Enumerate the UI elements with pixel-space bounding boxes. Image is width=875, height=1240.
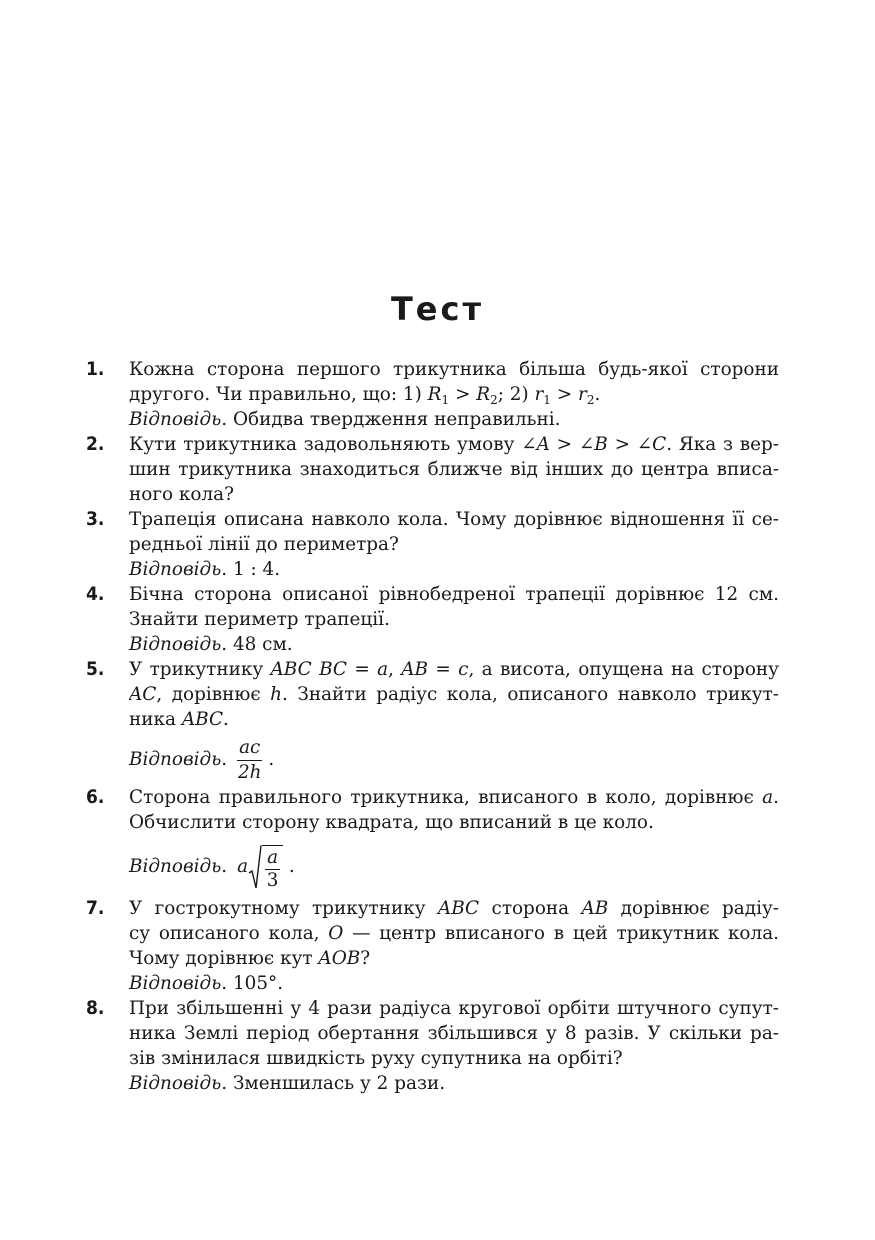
answer-label: Відповідь [129,559,222,580]
question-number: 1. [86,358,105,380]
answer-line: Відповідь . a $\frac{a}{3}$ . [129,838,779,896]
question-number: 3. [86,508,105,530]
question-number: 8. [86,997,105,1019]
page-title: Тест [390,290,485,328]
radical-sign [248,844,262,890]
sqrt-coefficient: a [237,856,249,877]
answer-label: Відповідь [129,749,222,770]
question-text-line: При збільшенні у 4 рази радіуса кругової орбіти штучного супут- [129,998,779,1019]
answer-text: 1 : 4. [227,559,281,580]
question-text-line [129,382,779,407]
question-text-line: ника Землі період обертання збільшився у 8 разів. У скільки ра- [129,1023,779,1044]
question-item [86,507,779,582]
answer-label: Відповідь [129,1073,222,1094]
question-text-line: У трикутнику ABC BC = a, AB = c, а висота, опущена на сторону [129,659,779,680]
answer-text: 105°. [227,973,284,994]
question-text-line: Кути трикутника задовольняють умову ∠A > ∠B > ∠C. Яка з вер- [129,434,779,455]
question-number: 5. [86,658,105,680]
answer-line: Відповідь. 48 см. [129,634,293,655]
question-text-line: ника ABC. [129,709,229,730]
question-item [86,896,779,996]
answer-label: Відповідь [129,409,222,430]
question-text-line: Чому дорівнює кут AOB? [129,948,371,969]
question-number: 4. [86,583,105,605]
answer-text: 48 см. [227,634,293,655]
fraction-denominator: 2h [237,761,262,783]
fraction-numerator: a [267,847,279,868]
question-text-line: ного кола? [129,484,234,505]
answer-line: Відповідь. Зменшилась у 2 рази. [129,1073,446,1094]
answer-text: Обидва твердження неправильні. [227,409,561,430]
answer-line: Відповідь . $\frac{ac}{2h}$ . [129,735,779,785]
question-item [86,432,779,507]
question-text-line: Обчислити сторону квадрата, що вписаний в це коло. [129,812,654,833]
answer-line: Відповідь. 105°. [129,973,284,994]
answer-line: Відповідь. Обидва твердження неправильні. [129,409,561,430]
question-text-line: Кожна сторона першого трикутника більша будь-якої сторони [129,359,779,380]
question-item [86,357,779,432]
answer-label: Відповідь [129,973,222,994]
answer-text: Зменшилась у 2 рази. [227,1073,446,1094]
question-text-line: У гострокутному трикутнику ABC сторона AB дорівнює радіу- [129,898,779,919]
question-text-line: другого. Чи правильно, що: 1) $R_1 > R_2$; 2) $r_1 > r_2$. [129,384,601,407]
fraction-denominator: 3 [266,870,279,891]
question-text-line: Бічна сторона описаної рівнобедреної трапеції дорівнює 12 см. [129,584,779,605]
question-item [86,582,779,657]
question-text-line: Трапеція описана навколо кола. Чому дорівнює відношення її се- [129,509,779,530]
question-item [86,996,779,1096]
answer-fraction [237,737,262,784]
question-text-line: Сторона правильного трикутника, вписаного в коло, дорівнює a. [129,787,779,808]
answer-label: Відповідь [129,856,222,877]
answer-label: Відповідь [129,634,222,655]
question-item [86,657,779,785]
question-list [86,357,779,1096]
question-number: 7. [86,897,105,919]
question-text-line: Знайти периметр трапеції. [129,609,390,630]
question-item [86,785,779,896]
question-text-line: су описаного кола, O — центр вписаного в цей трикутник кола. [129,923,779,944]
question-text-line: редньої лінії до периметра? [129,534,399,555]
answer-line: Відповідь. 1 : 4. [129,559,281,580]
question-number: 2. [86,433,105,455]
sqrt-radicand [262,845,283,891]
fraction-numerator: ac [237,737,262,761]
question-number: 6. [86,786,105,808]
question-text-line: шин трикутника знаходиться ближче від інших до центра вписа- [129,459,779,480]
question-text-line: AC, дорівнює h. Знайти радіус кола, описаного навколо трикут- [129,684,779,705]
answer-sqrt [237,842,283,892]
question-text-line: зів змінилася швидкість руху супутника на орбіті? [129,1048,623,1069]
